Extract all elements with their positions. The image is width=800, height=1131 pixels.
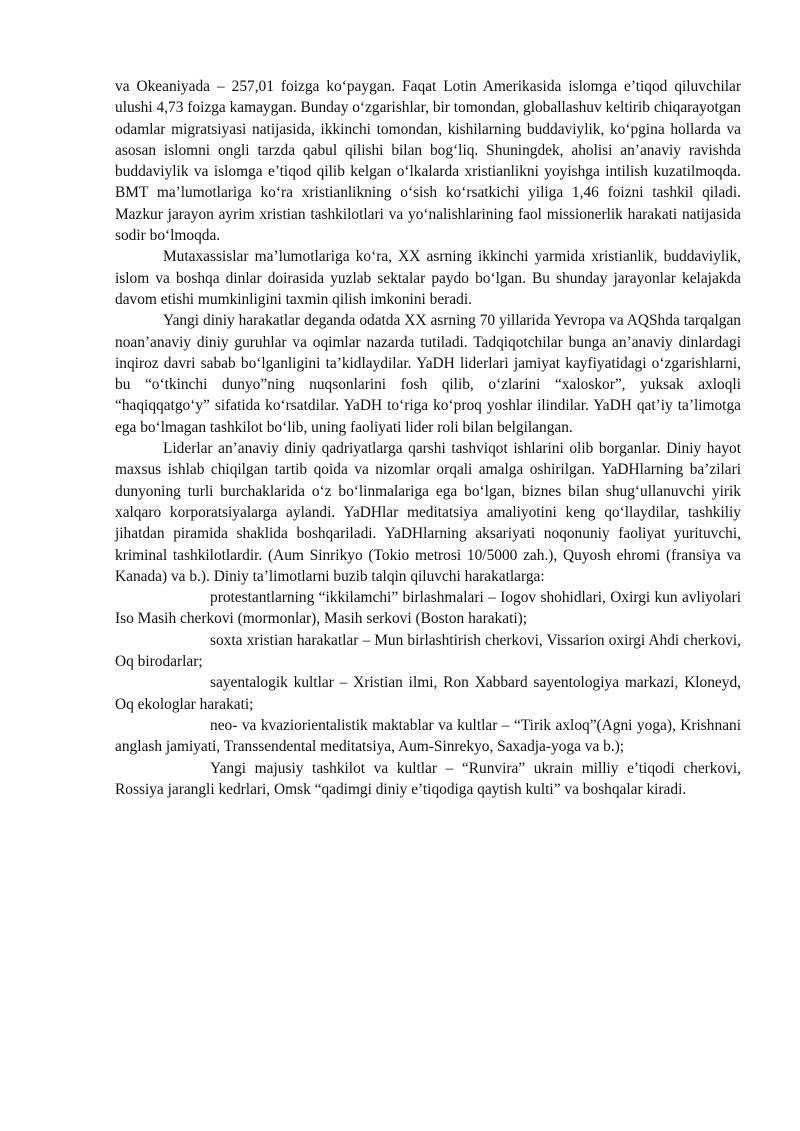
- list-item-neo-pagan: Yangi majusiy tashkilot va kultlar – “Runvira” ukrain milliy e’tiqodi cherkovi, Rossiya jarangli kedrlari, Omsk “qadimgi diniy e’tiqodiga qaytish kulti” va boshqalar kiradi.: [115, 759, 741, 798]
- paragraph-intro: va Okeaniyada – 257,01 foizga ko‘paygan. Faqat Lotin Amerikasida islomga e’tiqod qiluvchilar ulushi 4,73 foizga kamaygan. Bunday o‘zgarishlar, bir tomondan, globallashuv keltirib chiqarayotgan odamlar migratsiyasi natijasida, ikkinchi tomondan, kishilarning buddaviylik, ko‘pgina hollarda va asosan islomni ongli tarzda qabul qilishi bilan bog‘liq. Shuningdek, aholisi an’anaviy ravishda buddaviylik va islomga e’tiqod qilib kelgan o‘lkalarda xristianlikni yoyishga intilish kuzatilmoqda. BMT ma’lumotlariga ko‘ra xristianlikning o‘sish ko‘rsatkichi yiliga 1,46 foizni tashkil qiladi. Mazkur jarayon ayrim xristian tashkilotlari va yo‘nalishlarining faol missionerlik harakati natijasida sodir bo‘lmoqda.: [115, 78, 741, 245]
- list-item-pseudo-christian: soxta xristian harakatlar – Mun birlashtirish cherkovi, Vissarion oxirgi Ahdi cherkovi, Oq birodarlar;: [115, 631, 741, 671]
- list-item-orientalist: neo- va kvaziorientalistik maktablar va kultlar – “Tirik axloq”(Agni yoga), Krishnani anglash jamiyati, Transsendental meditatsiya, Aum-Sinrekyo, Saxadja-yoga va b.);: [115, 716, 741, 756]
- list-item-scientological: sayentalogik kultlar – Xristian ilmi, Ron Xabbard sayentologiya markazi, Kloneyd, Oq ekologlar harakati;: [115, 674, 741, 713]
- paragraph-new-religious-movements: Yangi diniy harakatlar deganda odatda XX asrning 70 yillarida Yevropa va AQShda tarqalgan noan’anaviy diniy guruhlar va oqimlar nazarda tutiladi. Tadqiqotchilar bunga an’anaviy dinlardagi inqiroz davri sabab bo‘lganligini ta’kidlaydilar. YaDH liderlari jamiyat kayfiyatidagi o‘zgarishlarni, bu “o‘tkinchi dunyo”ning nuqsonlarini fosh qilib, o‘zlarini “xaloskor”, yuksak axloqli “haqiqqatgo‘y” sifatida ko‘rsatdilar. YaDH to‘riga ko‘proq yoshlar ilindilar. YaDH qat’iy ta’limotga ega bo‘lmagan tashkilot bo‘lib, uning faoliyati lider roli bilan belgilangan.: [115, 312, 741, 436]
- paragraph-experts: Mutaxassislar ma’lumotlariga ko‘ra, XX asrning ikkinchi yarmida xristianlik, buddaviylik, islom va boshqa dinlar doirasida yuzlab sektalar paydo bo‘lgan. Bu shunday jarayonlar kelajakda davom etishi mumkinligini taxmin qilish imkonini beradi.: [115, 248, 741, 308]
- paragraph-leaders: Liderlar an’anaviy diniy qadriyatlarga qarshi tashviqot ishlarini olib borganlar. Diniy hayot maxsus ishlab chiqilgan tartib qoida va nizomlar orqali amalga oshirilgan. YaDHlarning ba’zilari dunyoning turli burchaklarida o‘z bo‘linmalariga ega bo‘lgan, biznes bilan shug‘ullanuvchi yirik xalqaro korporatsiyalarga aylandi. YaDHlar meditatsiya amaliyotini keng qo‘llaydilar, tashkiliy jihatdan piramida shaklida boshqariladi. YaDHlarning aksariyati noqonuniy faoliyat yurituvchi, kriminal tashkilotlardir. (Aum Sinrikyo (Tokio metrosi 10/5000 zah.), Quyosh ehromi (fransiya va Kanada) va b.). Diniy ta’limotlarni buzib talqin qiluvchi harakatlarga:: [115, 440, 741, 585]
- list-item-protestant: protestantlarning “ikkilamchi” birlashmalari – Iogov shohidlari, Oxirgi kun avliyolari Iso Masih cherkovi (mormonlar), Masih serkovi (Boston harakati);: [115, 589, 741, 628]
- document-page: [115, 76, 741, 800]
